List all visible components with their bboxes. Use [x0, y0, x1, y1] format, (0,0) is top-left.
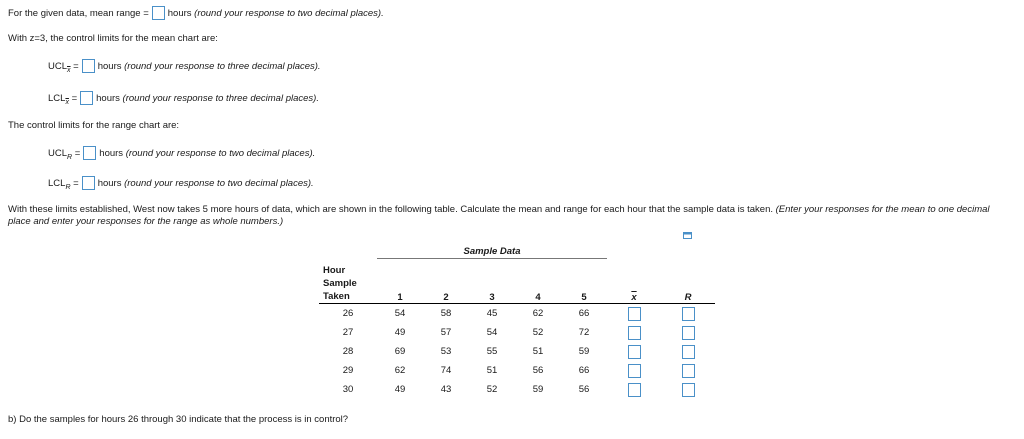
header-mean-label: $\overline{x}$	[631, 292, 637, 303]
sample-cell: 62	[394, 365, 406, 376]
header-mean	[607, 259, 661, 304]
mean-range-units: hours	[167, 7, 192, 19]
mean-cell	[607, 323, 661, 342]
mean-range-prefix: For the given data, mean range =	[8, 7, 149, 19]
question-b: b) Do the samples for hours 26 through 30 indicate that the process is in control?	[8, 414, 349, 425]
ucl-x-label: UCL	[48, 60, 68, 72]
lcl-r-input[interactable]	[82, 176, 95, 190]
ucl-x-input[interactable]	[82, 59, 95, 73]
header-sample-1: 1	[377, 259, 423, 304]
ucl-r-label: UCL	[48, 147, 68, 159]
hour-cell: 27	[342, 327, 354, 338]
sample-cell: 51	[486, 365, 498, 376]
header-sample-3: 3	[469, 259, 515, 304]
mean-chart-intro: With z=3, the control limits for the mean chart are:	[8, 33, 218, 44]
range-cell	[661, 361, 715, 380]
ucl-r-input[interactable]	[83, 146, 96, 160]
ucl-r-line	[48, 146, 315, 160]
header-sample-2: 2	[423, 259, 469, 304]
sample-cell: 56	[532, 365, 544, 376]
lcl-x-line	[48, 91, 319, 105]
ucl-r-note: (round your response to two decimal places).	[125, 147, 316, 159]
sample-cell: 62	[532, 308, 544, 319]
sample-cell: 55	[486, 346, 498, 357]
ucl-x-units: hours	[97, 60, 122, 72]
ucl-x-line	[48, 59, 321, 73]
ucl-x-sub: $\overline{x}$	[67, 66, 71, 74]
header-sample-4: 4	[515, 259, 561, 304]
sample-cell: 52	[532, 327, 544, 338]
copy-table-icon[interactable]	[683, 232, 693, 240]
mean-input[interactable]	[628, 345, 641, 359]
sample-cell: 45	[486, 308, 498, 319]
table-row	[319, 323, 715, 342]
sample-data-table	[319, 244, 715, 399]
instructions-paragraph	[8, 204, 1008, 228]
hour-cell: 29	[342, 365, 354, 376]
table-row	[319, 380, 715, 399]
sample-cell: 54	[394, 308, 406, 319]
ucl-x-note: (round your response to three decimal places).	[124, 60, 321, 72]
instructions-text: With these limits established, West now takes 5 more hours of data, which are shown in the following table. Calculate the mean and range for each hour that the sample data is taken.	[8, 204, 773, 215]
header-sample-5: 5	[561, 259, 607, 304]
sample-cell: 58	[440, 308, 452, 319]
mean-input[interactable]	[628, 383, 641, 397]
lcl-x-eq: =	[71, 92, 78, 104]
sample-cell: 49	[394, 327, 406, 338]
header-hour	[319, 259, 377, 304]
table-row	[319, 342, 715, 361]
mean-range-line	[8, 6, 384, 20]
range-cell	[661, 380, 715, 399]
sample-cell: 51	[532, 346, 544, 357]
ucl-r-eq: =	[74, 147, 81, 159]
lcl-x-note: (round your response to three decimal places).	[122, 92, 319, 104]
sample-cell: 66	[578, 308, 590, 319]
lcl-r-sub: R	[65, 183, 71, 191]
hour-cell: 30	[342, 384, 354, 395]
sample-cell: 72	[578, 327, 590, 338]
sample-cell: 43	[440, 384, 452, 395]
sample-cell: 49	[394, 384, 406, 395]
mean-range-note: (round your response to two decimal places).	[194, 7, 384, 19]
range-input[interactable]	[682, 345, 695, 359]
table-row	[319, 304, 715, 324]
ucl-x-eq: =	[73, 60, 79, 72]
header-hour-line3: Taken	[323, 291, 350, 302]
mean-input[interactable]	[628, 307, 641, 321]
sample-cell: 59	[532, 384, 544, 395]
range-cell	[661, 323, 715, 342]
mean-input[interactable]	[628, 326, 641, 340]
range-input[interactable]	[682, 307, 695, 321]
lcl-x-input[interactable]	[80, 91, 93, 105]
hour-cell: 26	[342, 308, 354, 319]
instructions-note: (Enter your responses for the mean to one decimal place and enter your responses for the range as whole numbers.)	[8, 204, 990, 227]
range-chart-intro: The control limits for the range chart are:	[8, 120, 180, 131]
sample-cell: 53	[440, 346, 452, 357]
sample-cell: 66	[578, 365, 590, 376]
sample-cell: 54	[486, 327, 498, 338]
lcl-r-units: hours	[97, 177, 122, 189]
sample-cell: 57	[440, 327, 452, 338]
range-cell	[661, 304, 715, 324]
hour-cell: 28	[342, 346, 354, 357]
lcl-x-sub: $\overline{x}$	[65, 98, 69, 106]
table-title: Sample Data	[377, 244, 607, 259]
range-input[interactable]	[682, 364, 695, 378]
mean-range-input[interactable]	[152, 6, 165, 20]
mean-cell	[607, 361, 661, 380]
lcl-r-label: LCL	[48, 177, 66, 189]
sample-cell: 52	[486, 384, 498, 395]
lcl-x-label: LCL	[48, 92, 66, 104]
sample-cell: 74	[440, 365, 452, 376]
lcl-x-units: hours	[96, 92, 120, 104]
header-range: R	[661, 259, 715, 304]
range-cell	[661, 342, 715, 361]
range-input[interactable]	[682, 326, 695, 340]
sample-cell: 69	[394, 346, 406, 357]
mean-input[interactable]	[628, 364, 641, 378]
mean-cell	[607, 304, 661, 324]
table-row	[319, 361, 715, 380]
range-input[interactable]	[682, 383, 695, 397]
lcl-r-line	[48, 176, 314, 190]
mean-cell	[607, 342, 661, 361]
mean-cell	[607, 380, 661, 399]
header-hour-line1: Hour	[323, 265, 346, 276]
sample-cell: 56	[578, 384, 590, 395]
lcl-r-eq: =	[73, 177, 79, 189]
ucl-r-units: hours	[99, 147, 124, 159]
header-hour-line2: Sample	[323, 278, 357, 289]
ucl-r-sub: R	[67, 153, 73, 161]
sample-cell: 59	[578, 346, 590, 357]
lcl-r-note: (round your response to two decimal places).	[124, 177, 314, 189]
